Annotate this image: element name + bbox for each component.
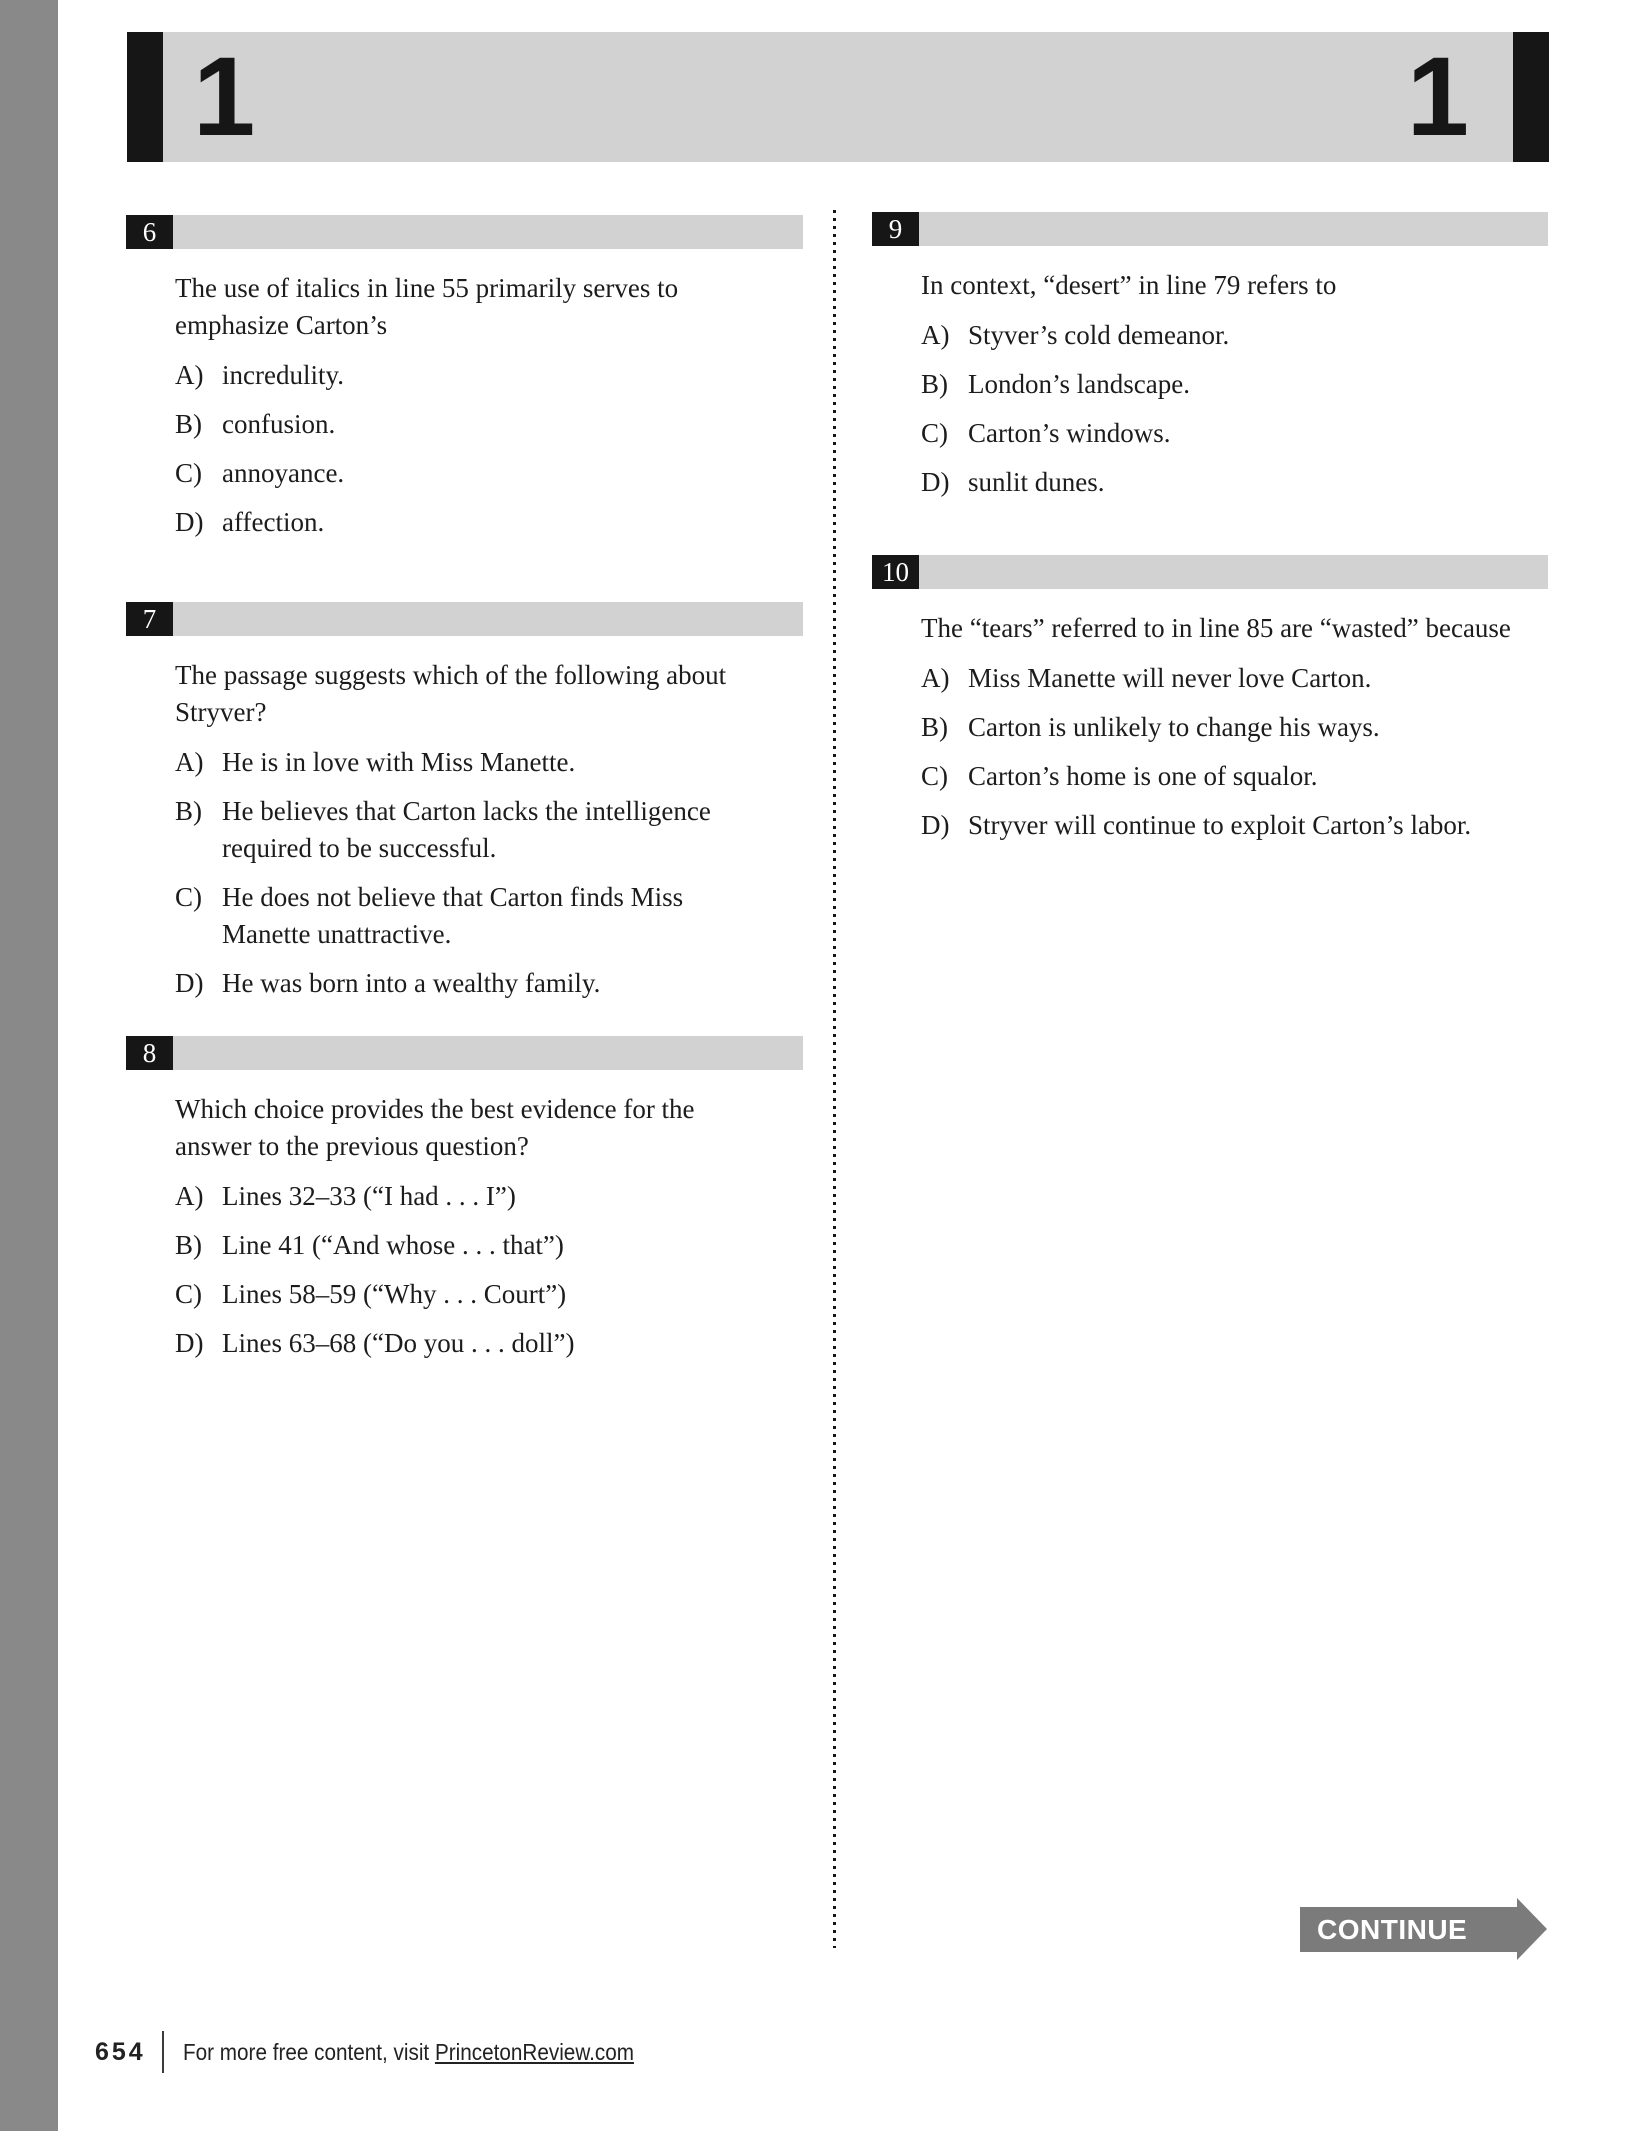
answer-choice: [175, 744, 803, 781]
choice-text: Styver’s cold demeanor.: [968, 320, 1230, 350]
choice-list: [175, 744, 803, 1002]
answer-choice: [175, 1325, 803, 1362]
section-number-right: 1: [1406, 34, 1469, 159]
choice-text: He believes that Carton lacks the intelligence required to be successful.: [222, 796, 711, 863]
choice-letter: C): [921, 418, 948, 448]
answer-choice: [921, 758, 1548, 795]
choice-text: Carton’s windows.: [968, 418, 1171, 448]
choice-letter: A): [175, 747, 204, 777]
answer-choice: [175, 879, 803, 953]
answer-choice: [921, 464, 1548, 501]
choice-letter: B): [921, 369, 948, 399]
page-footer: [95, 2030, 684, 2074]
choice-letter: A): [175, 360, 204, 390]
question-number: 9: [872, 212, 919, 246]
continue-label: CONTINUE: [1300, 1907, 1517, 1952]
question-stem: The use of italics in line 55 primarily serves to emphasize Carton’s: [175, 273, 679, 340]
choice-text: Miss Manette will never love Carton.: [968, 663, 1372, 693]
choice-text: He does not believe that Carton finds Miss Manette unattractive.: [222, 882, 684, 949]
choice-list: [175, 1178, 803, 1362]
choice-letter: B): [175, 796, 202, 826]
choice-letter: A): [175, 1181, 204, 1211]
choice-text: sunlit dunes.: [968, 467, 1105, 497]
choice-text: confusion.: [222, 409, 336, 439]
question-block: [126, 1036, 803, 1362]
question-bar-fill: [173, 602, 803, 636]
answer-choice: [175, 357, 803, 394]
question-block: [872, 212, 1548, 501]
question-number: 7: [126, 602, 173, 636]
question-stem: The “tears” referred to in line 85 are “wasted” because: [921, 613, 1511, 643]
choice-letter: D): [175, 1328, 204, 1358]
question-body: [921, 267, 1548, 501]
choice-letter: B): [921, 712, 948, 742]
page-number: 654: [95, 2037, 146, 2066]
question-body: [921, 610, 1548, 844]
choice-letter: B): [175, 409, 202, 439]
choice-text: Carton is unlikely to change his ways.: [968, 712, 1380, 742]
choice-text: affection.: [222, 507, 325, 537]
page-edge-strip: [0, 0, 58, 2131]
question-stem: In context, “desert” in line 79 refers to: [921, 270, 1337, 300]
choice-list: [921, 317, 1548, 501]
question-number: 8: [126, 1036, 173, 1070]
footer-divider: [162, 2031, 164, 2073]
answer-choice: [921, 807, 1548, 844]
answer-choice: [175, 455, 803, 492]
continue-arrowhead-icon: [1517, 1898, 1547, 1960]
continue-arrow: [1300, 1898, 1547, 1960]
choice-text: Carton’s home is one of squalor.: [968, 761, 1318, 791]
footer-link[interactable]: PrincetonReview.com: [434, 2038, 634, 2065]
question-block: [872, 555, 1548, 844]
answer-choice: [921, 317, 1548, 354]
question-bar-fill: [173, 1036, 803, 1070]
choice-text: He is in love with Miss Manette.: [222, 747, 576, 777]
question-bar-fill: [173, 215, 803, 249]
choice-letter: D): [921, 810, 950, 840]
section-number-left: 1: [193, 34, 256, 159]
choice-list: [921, 660, 1548, 844]
choice-letter: D): [175, 968, 204, 998]
choice-letter: C): [175, 1279, 202, 1309]
answer-choice: [175, 1227, 803, 1264]
choice-text: London’s landscape.: [968, 369, 1190, 399]
footer-text: [183, 2039, 634, 2066]
answer-choice: [921, 415, 1548, 452]
question-stem: The passage suggests which of the following about Stryver?: [175, 660, 727, 727]
footer-text-prefix: For more free content, visit: [182, 2038, 435, 2065]
choice-letter: C): [921, 761, 948, 791]
choice-letter: D): [921, 467, 950, 497]
answer-choice: [921, 366, 1548, 403]
choice-list: [175, 357, 803, 541]
question-column-right: [872, 0, 1548, 2131]
question-header-bar: [126, 215, 803, 249]
choice-letter: B): [175, 1230, 202, 1260]
answer-choice: [175, 965, 803, 1002]
answer-choice: [921, 709, 1548, 746]
question-body: [175, 657, 803, 1002]
choice-letter: A): [921, 663, 950, 693]
question-number: 6: [126, 215, 173, 249]
question-bar-fill: [919, 555, 1548, 589]
question-body: [175, 270, 803, 541]
question-block: [126, 215, 803, 541]
choice-letter: C): [175, 458, 202, 488]
question-bar-fill: [919, 212, 1548, 246]
answer-choice: [175, 1178, 803, 1215]
choice-text: Line 41 (“And whose . . . that”): [222, 1230, 564, 1260]
choice-text: Stryver will continue to exploit Carton’s labor.: [968, 810, 1472, 840]
answer-choice: [175, 1276, 803, 1313]
choice-text: Lines 63–68 (“Do you . . . doll”): [222, 1328, 575, 1358]
question-header-bar: [872, 212, 1548, 246]
question-stem: Which choice provides the best evidence for the answer to the previous question?: [175, 1094, 695, 1161]
choice-letter: D): [175, 507, 204, 537]
question-number: 10: [872, 555, 919, 589]
question-column-left: [126, 0, 803, 2131]
choice-letter: A): [921, 320, 950, 350]
question-header-bar: [872, 555, 1548, 589]
question-header-bar: [126, 1036, 803, 1070]
answer-choice: [175, 504, 803, 541]
question-body: [175, 1091, 803, 1362]
answer-choice: [175, 793, 803, 867]
question-block: [126, 602, 803, 1002]
answer-choice: [921, 660, 1548, 697]
choice-text: incredulity.: [222, 360, 344, 390]
choice-text: He was born into a wealthy family.: [222, 968, 601, 998]
question-header-bar: [126, 602, 803, 636]
choice-letter: C): [175, 882, 202, 912]
choice-text: Lines 58–59 (“Why . . . Court”): [222, 1279, 567, 1309]
choice-text: Lines 32–33 (“I had . . . I”): [222, 1181, 516, 1211]
answer-choice: [175, 406, 803, 443]
column-divider: [833, 210, 836, 1948]
choice-text: annoyance.: [222, 458, 345, 488]
